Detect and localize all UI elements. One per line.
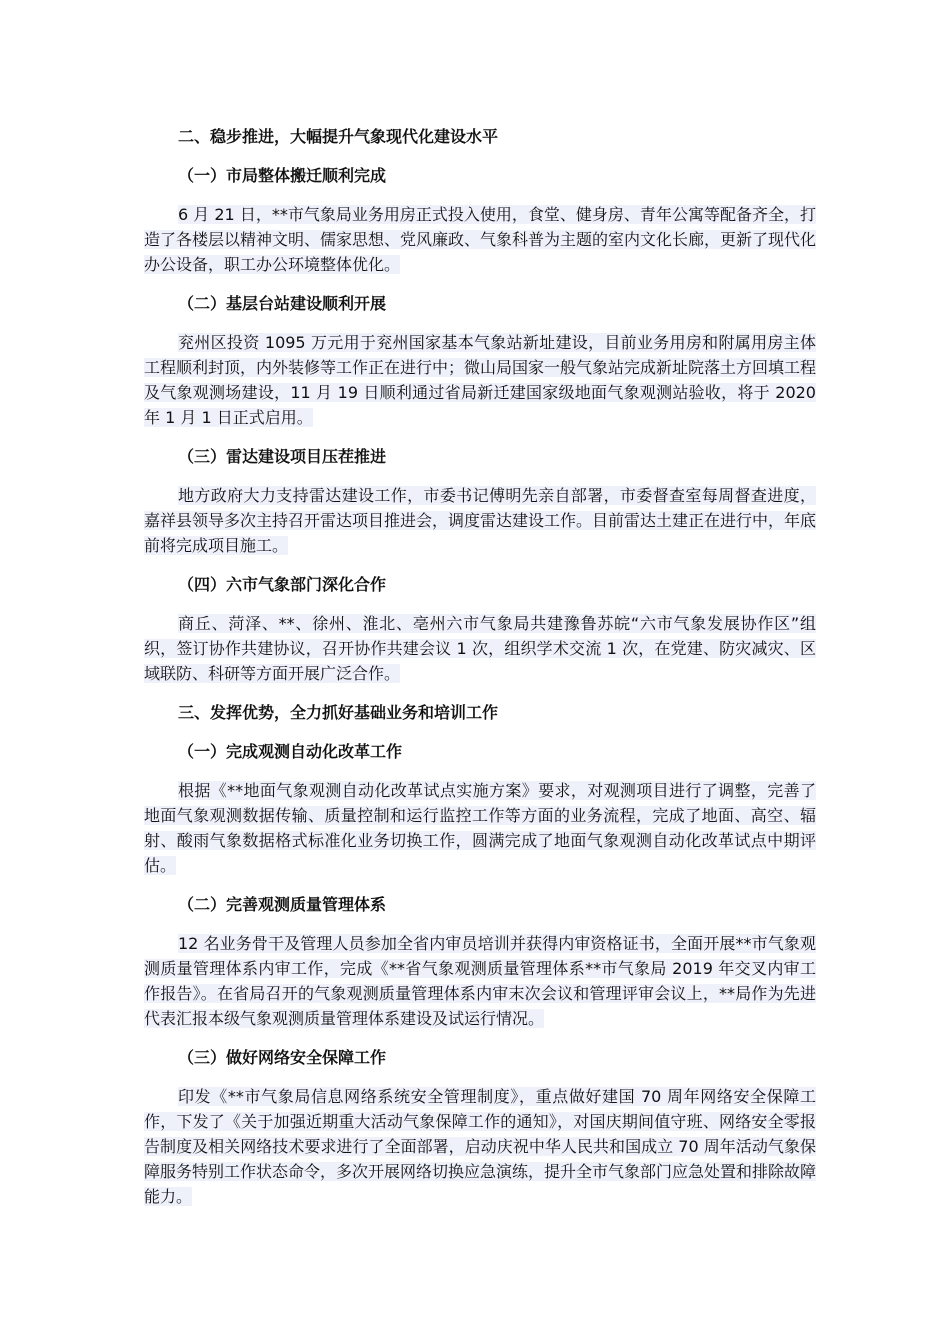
paragraph (144, 931, 816, 1031)
paragraph (144, 483, 816, 558)
section-heading: 三、发挥优势，全力抓好基础业务和培训工作 (178, 703, 499, 722)
document-body (144, 124, 816, 1223)
subsection-heading: （三）做好网络安全保障工作 (178, 1048, 387, 1067)
section-heading: 二、稳步推进，大幅提升气象现代化建设水平 (178, 127, 499, 146)
subsection-heading: （一）完成观测自动化改革工作 (178, 742, 403, 761)
paragraph (144, 202, 816, 277)
paragraph-text: 12 名业务骨干及管理人员参加全省内审员培训并获得内审资格证书，全面开展**市气象观测质量管理体系内审工作，完成《**省气象观测质量管理体系**市气象局 2019 年交叉内审工作报告》。在省局召开的气象观测质量管理体系内审末次会议和管理评审会议上，**局作为先进代表汇报本级气象观测质量管理体系建设及试运行情况。 (144, 934, 816, 1028)
paragraph-text: 印发《**市气象局信息网络系统安全管理制度》，重点做好建国 70 周年网络安全保障工作，下发了《关于加强近期重大活动气象保障工作的通知》，对国庆期间值守班、网络安全零报告制度及相关网络技术要求进行了全面部署，启动庆祝中华人民共和国成立 70 周年活动气象保障服务特别工作状态命令，多次开展网络切换应急演练，提升全市气象部门应急处置和排除故障能力。 (144, 1087, 817, 1206)
subsection-heading: （二）完善观测质量管理体系 (178, 895, 387, 914)
paragraph-text: 6 月 21 日，**市气象局业务用房正式投入使用，食堂、健身房、青年公寓等配备齐全，打造了各楼层以精神文明、儒家思想、党风廉政、气象科普为主题的室内文化长廊，更新了现代化办公设备，职工办公环境整体优化。 (144, 205, 817, 274)
paragraph (144, 778, 816, 878)
subsection-heading: （四）六市气象部门深化合作 (178, 575, 387, 594)
subsection-heading: （二）基层台站建设顺利开展 (178, 294, 387, 313)
paragraph (144, 1084, 816, 1209)
subsection-heading: （三）雷达建设项目压茬推进 (178, 447, 387, 466)
paragraph-text: 根据《**地面气象观测自动化改革试点实施方案》要求，对观测项目进行了调整，完善了地面气象观测数据传输、质量控制和运行监控工作等方面的业务流程，完成了地面、高空、辐射、酸雨气象数据格式标准化业务切换工作，圆满完成了地面气象观测自动化改革试点中期评估。 (144, 781, 816, 875)
paragraph-text: 兖州区投资 1095 万元用于兖州国家基本气象站新址建设，目前业务用房和附属用房主体工程顺利封顶，内外装修等工作正在进行中；微山局国家一般气象站完成新址院落土方回填工程及气象观测场建设，11 月 19 日顺利通过省局新迁建国家级地面气象观测站验收，将于 2020 年 1 月 1 日正式启用。 (144, 333, 817, 427)
paragraph-text: 地方政府大力支持雷达建设工作，市委书记傅明先亲自部署，市委督查室每周督查进度，嘉祥县领导多次主持召开雷达项目推进会，调度雷达建设工作。目前雷达土建正在进行中，年底前将完成项目施工。 (144, 486, 817, 555)
paragraph-text: 商丘、菏泽、**、徐州、淮北、亳州六市气象局共建豫鲁苏皖“六市气象发展协作区”组织，签订协作共建协议，召开协作共建会议 1 次，组织学术交流 1 次，在党建、防灾减灾、区域联防、科研等方面开展广泛合作。 (144, 614, 816, 683)
paragraph (144, 330, 816, 430)
paragraph (144, 611, 816, 686)
subsection-heading: （一）市局整体搬迁顺利完成 (178, 166, 387, 185)
